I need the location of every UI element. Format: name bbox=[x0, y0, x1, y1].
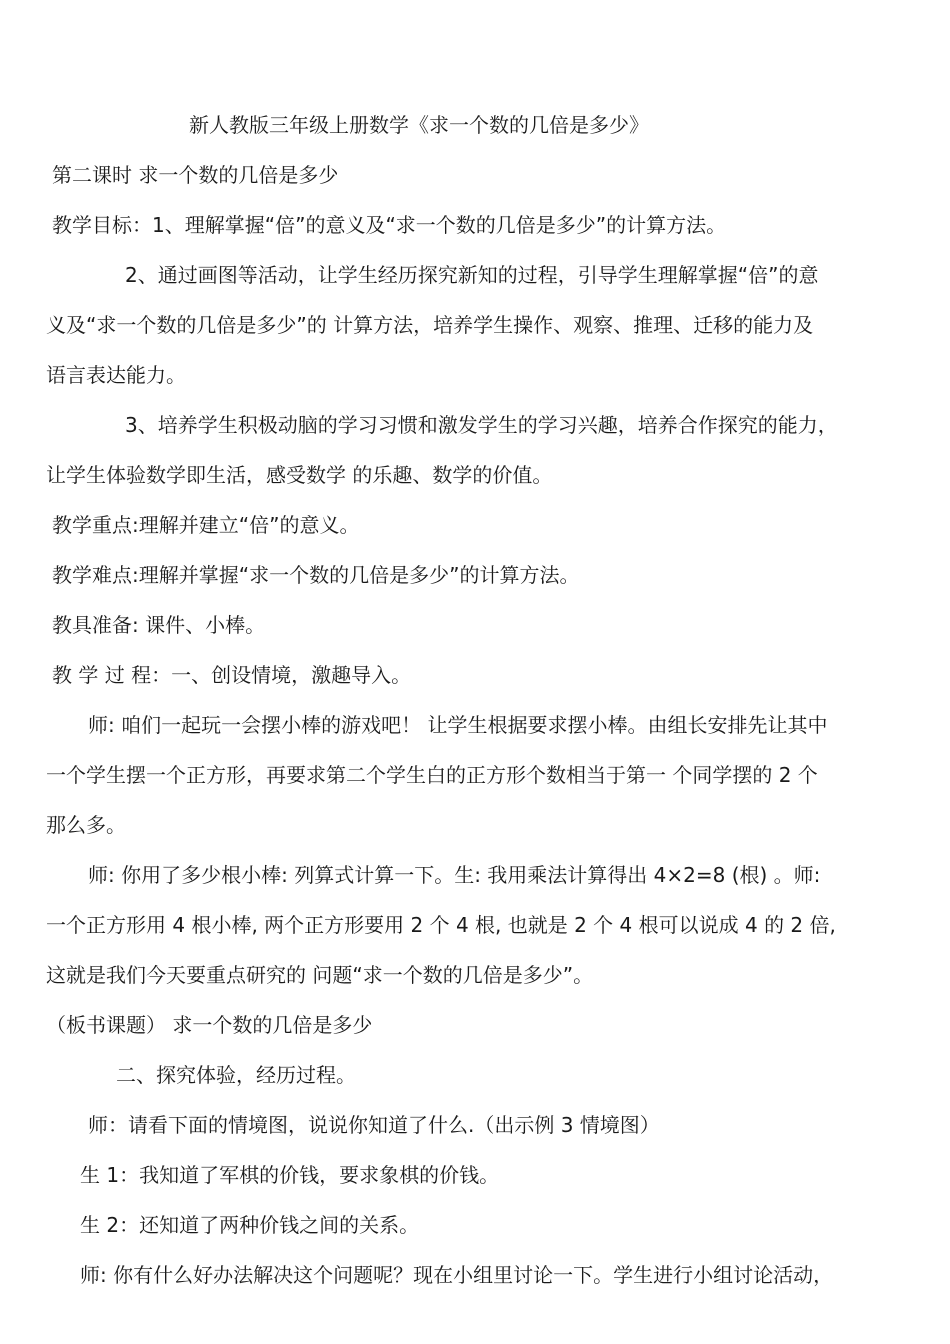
materials: 教具准备: 课件、小棒。 bbox=[52, 613, 266, 637]
paragraph-1-line-2: 一个学生摆一个正方形，再要求第二个学生白的正方形个数相当于第一 个同学摆的 2 个 bbox=[46, 763, 818, 787]
teaching-goal-2-line-2: 义及“求一个数的几倍是多少”的 计算方法，培养学生操作、观察、推理、迁移的能力及 bbox=[46, 313, 814, 337]
key-point: 教学重点:理解并建立“倍”的意义。 bbox=[52, 513, 360, 537]
teaching-goal-2-line-3: 语言表达能力。 bbox=[46, 363, 186, 387]
paragraph-1-line-3: 那么多。 bbox=[46, 813, 126, 837]
paragraph-2-line-1: 师: 你用了多少根小棒: 列算式计算一下。生: 我用乘法计算得出 4×2=8 (根) 。师: bbox=[88, 863, 821, 887]
student-line-2: 生 2：还知道了两种价钱之间的关系。 bbox=[80, 1213, 420, 1237]
document-title: 新人教版三年级上册数学《求一个数的几倍是多少》 bbox=[189, 113, 649, 137]
lesson-heading: 第二课时 求一个数的几倍是多少 bbox=[52, 163, 339, 187]
teaching-goal-1: 教学目标：1、理解掌握“倍”的意义及“求一个数的几倍是多少”的计算方法。 bbox=[52, 213, 727, 237]
difficulty: 教学难点:理解并掌握“求一个数的几倍是多少”的计算方法。 bbox=[52, 563, 580, 587]
section-2-heading: 二、探究体验，经历过程。 bbox=[116, 1063, 356, 1087]
teaching-goal-3-line-2: 让学生体验数学即生活，感受数学 的乐趣、数学的价值。 bbox=[46, 463, 553, 487]
teaching-process: 教 学 过 程：一、创设情境，激趣导入。 bbox=[52, 663, 412, 687]
paragraph-2-line-2: 一个正方形用 4 根小棒, 两个正方形要用 2 个 4 根, 也就是 2 个 4 根可以说成 4 的 2 倍, bbox=[46, 913, 836, 937]
teacher-line-1: 师：请看下面的情境图，说说你知道了什么.（出示例 3 情境图） bbox=[88, 1113, 660, 1137]
paragraph-1-line-1: 师: 咱们一起玩一会摆小棒的游戏吧！ 让学生根据要求摆小棒。由组长安排先让其中 bbox=[88, 713, 828, 737]
paragraph-2-line-3: 这就是我们今天要重点研究的 问题“求一个数的几倍是多少”。 bbox=[46, 963, 594, 987]
teaching-goal-2-line-1: 2、通过画图等活动，让学生经历探究新知的过程，引导学生理解掌握“倍”的意 bbox=[125, 263, 819, 287]
teacher-line-2: 师: 你有什么好办法解决这个问题呢？现在小组里讨论一下。学生进行小组讨论活动， bbox=[80, 1263, 834, 1287]
student-line-1: 生 1：我知道了军棋的价钱，要求象棋的价钱。 bbox=[80, 1163, 500, 1187]
teaching-goal-3-line-1: 3、培养学生积极动脑的学习习惯和激发学生的学习兴趣，培养合作探究的能力， bbox=[125, 413, 838, 437]
board-title: （板书课题） 求一个数的几倍是多少 bbox=[46, 1013, 373, 1037]
